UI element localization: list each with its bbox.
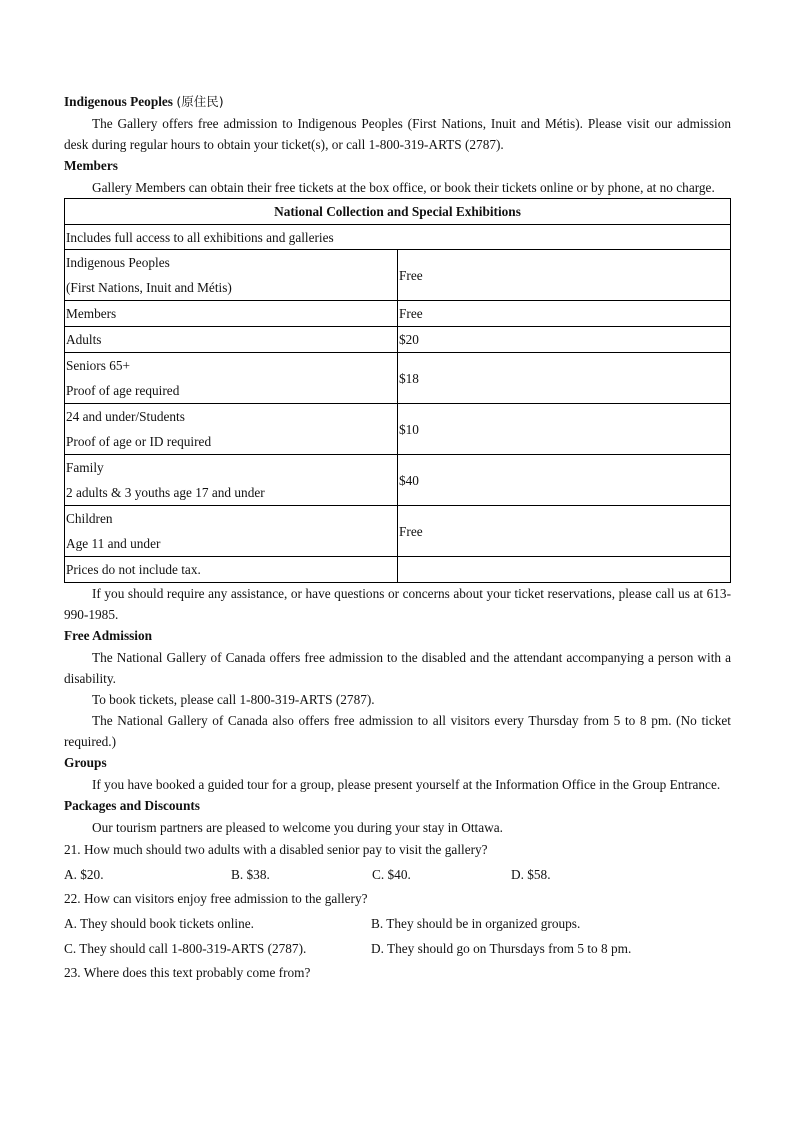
indigenous-heading: [64, 91, 731, 113]
table-footer-empty: [398, 557, 731, 583]
table-row: [65, 506, 731, 557]
q21-option-b[interactable]: B. $38.: [231, 867, 270, 882]
question-21: 21. How much should two adults with a disabled senior pay to visit the gallery?: [64, 842, 488, 857]
row-label: [65, 455, 398, 506]
row-label-line1: 24 and under/Students: [66, 409, 185, 424]
table-row: [65, 327, 731, 353]
row-label: [65, 506, 398, 557]
row-price: $20: [398, 327, 731, 353]
row-label-line1: Indigenous Peoples: [66, 255, 170, 270]
q22-option-a[interactable]: A. They should book tickets online.: [64, 916, 254, 931]
q22-option-c[interactable]: C. They should call 1-800-319-ARTS (2787).: [64, 941, 307, 956]
question-21-options: [64, 862, 731, 887]
row-label-line2: Proof of age or ID required: [66, 434, 212, 449]
packages-paragraph: Our tourism partners are pleased to welcome you during your stay in Ottawa.: [92, 820, 503, 835]
row-label: Adults: [65, 327, 398, 353]
table-title: National Collection and Special Exhibitions: [65, 199, 731, 225]
q21-option-d[interactable]: D. $58.: [511, 867, 551, 882]
question-22-options-row2: [64, 936, 731, 961]
indigenous-heading-text: Indigenous Peoples: [64, 94, 173, 109]
question-23: 23. Where does this text probably come from?: [64, 965, 311, 980]
indigenous-paragraph: The Gallery offers free admission to Indigenous Peoples (First Nations, Inuit and Métis). Please visit our admission desk during regular hours to obtain your ticket(s), or call 1-800-319-ARTS (2787).: [64, 116, 731, 152]
free-admission-p3: The National Gallery of Canada also offers free admission to all visitors every Thursday from 5 to 8 pm. (No ticket required.): [64, 713, 731, 749]
row-label-line2: Proof of age required: [66, 383, 180, 398]
row-label-line1: Family: [66, 460, 104, 475]
row-price: $40: [398, 455, 731, 506]
row-price: Free: [398, 250, 731, 301]
row-label: [65, 353, 398, 404]
row-label-line2: (First Nations, Inuit and Métis): [66, 280, 232, 295]
packages-heading: Packages and Discounts: [64, 798, 200, 813]
row-price: Free: [398, 301, 731, 327]
row-label-line2: 2 adults & 3 youths age 17 and under: [66, 485, 265, 500]
row-label-line1: Seniors 65+: [66, 358, 131, 373]
document-page: [64, 91, 731, 985]
table-row: [65, 404, 731, 455]
q22-option-b[interactable]: B. They should be in organized groups.: [371, 916, 581, 931]
table-footer-row: [65, 557, 731, 583]
row-label: Members: [65, 301, 398, 327]
row-price: $10: [398, 404, 731, 455]
table-row: [65, 250, 731, 301]
row-price: $18: [398, 353, 731, 404]
free-admission-heading: Free Admission: [64, 628, 153, 643]
indigenous-heading-cjk: (原住民): [176, 94, 224, 109]
price-table: [64, 198, 731, 583]
row-label-line1: Children: [66, 511, 113, 526]
table-row: [65, 301, 731, 327]
assistance-paragraph: If you should require any assistance, or have questions or concerns about your ticket reservations, please call us at 613-990-1985.: [64, 586, 731, 622]
q22-option-d[interactable]: D. They should go on Thursdays from 5 to 8 pm.: [371, 941, 632, 956]
questions-section: [64, 838, 731, 985]
q21-option-a[interactable]: A. $20.: [64, 867, 104, 882]
table-subtitle: Includes full access to all exhibitions and galleries: [65, 225, 731, 250]
table-row: [65, 455, 731, 506]
row-label: [65, 404, 398, 455]
members-paragraph: Gallery Members can obtain their free tickets at the box office, or book their tickets online or by phone, at no charge.: [92, 180, 715, 195]
question-22-options-row1: [64, 911, 731, 936]
row-price: Free: [398, 506, 731, 557]
free-admission-p1: The National Gallery of Canada offers free admission to the disabled and the attendant accompanying a person with a disability.: [64, 650, 731, 686]
free-admission-p2: To book tickets, please call 1-800-319-ARTS (2787).: [92, 692, 375, 707]
question-22: 22. How can visitors enjoy free admission to the gallery?: [64, 891, 368, 906]
row-label: [65, 250, 398, 301]
row-label-line2: Age 11 and under: [66, 536, 161, 551]
table-row: [65, 353, 731, 404]
members-heading: Members: [64, 158, 118, 173]
groups-heading: Groups: [64, 755, 107, 770]
q21-option-c[interactable]: C. $40.: [372, 867, 411, 882]
groups-paragraph: If you have booked a guided tour for a group, please present yourself at the Information Office in the Group Entrance.: [92, 777, 721, 792]
table-footer: Prices do not include tax.: [65, 557, 398, 583]
